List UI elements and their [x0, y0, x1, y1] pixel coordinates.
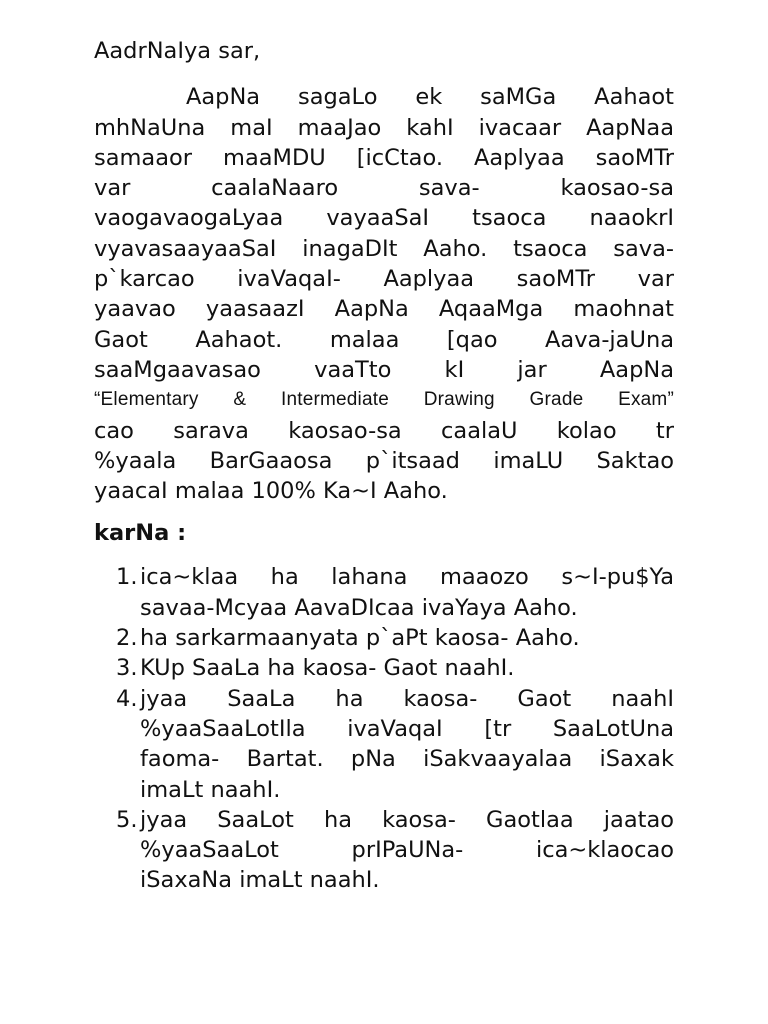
list-number: 4.	[116, 685, 138, 712]
list-item-line: ha sarkarmaanyata p`aPt kaosa- Aaho.	[140, 625, 580, 652]
list-item-line: savaa-Mcyaa AavaDIcaa ivaYaya Aaho.	[140, 594, 578, 621]
paragraph-line: var caalaNaaro sava- kaosao-sa	[94, 175, 674, 202]
list-item	[94, 623, 674, 653]
list-item-line: %yaaSaaLotIla ivaVaqaI [tr SaaLotUna	[140, 715, 674, 742]
exam-name-line: “Elementary & Intermediate Drawing Grade Exam”	[94, 389, 674, 411]
salutation: AadrNaIya sar,	[94, 38, 261, 64]
list-number: 3.	[116, 655, 138, 682]
list-item	[94, 653, 674, 683]
body-paragraph	[94, 82, 674, 506]
paragraph-line: cao sarava kaosao-sa caalaU kolao tr	[94, 417, 674, 444]
paragraph-line: mhNaUna maI maaJao kahI ivacaar AapNaa	[94, 114, 674, 141]
paragraph-line: yaacaI malaa 100% Ka~I Aaho.	[94, 478, 448, 505]
paragraph-line: vyavasaayaaSaI inagaDIt Aaho. tsaoca sava-	[94, 235, 674, 262]
list-item-line: jyaa SaaLa ha kaosa- Gaot naahI	[140, 685, 674, 712]
list-item	[94, 805, 674, 896]
list-item	[94, 562, 674, 623]
list-item-line: faoma- Bartat. pNa iSakvaayalaa iSaxak	[140, 746, 674, 773]
paragraph-line: saaMgaavasao vaaTto kI jar AapNa	[94, 356, 674, 383]
paragraph-line: p`karcao ivaVaqaI- Aaplyaa saoMTr var	[94, 266, 674, 293]
reasons-list	[94, 562, 674, 895]
letter-page	[94, 36, 674, 896]
paragraph-line: Gaot Aahaot. malaa [qao Aava-jaUna	[94, 326, 674, 353]
paragraph-line: vaogavaogaLyaa vayaaSaI tsaoca naaokrI	[94, 205, 674, 232]
list-item-line: jyaa SaaLot ha kaosa- Gaotlaa jaatao	[140, 806, 674, 833]
list-item-line: imaLt naahI.	[140, 776, 281, 803]
list-number: 2.	[116, 625, 138, 652]
paragraph-line: AapNa sagaLo ek saMGa Aahaot	[186, 84, 674, 111]
paragraph-line: %yaala BarGaaosa p`itsaad imaLU Saktao	[94, 447, 674, 474]
reasons-heading: karNa :	[94, 520, 187, 547]
list-item-line: KUp SaaLa ha kaosa- Gaot naahI.	[140, 655, 515, 682]
list-item-line: iSaxaNa imaLt naahI.	[140, 867, 380, 894]
paragraph-line: samaaor maaMDU [icCtao. Aaplyaa saoMTr	[94, 144, 674, 171]
list-number: 1.	[116, 564, 138, 591]
list-item-line: ica~klaa ha lahana maaozo s~I-pu$Ya	[140, 564, 674, 591]
list-item	[94, 684, 674, 805]
paragraph-line: yaavao yaasaazI AapNa AqaaMga maohnat	[94, 296, 674, 323]
list-item-line: %yaaSaaLot prIPaUNa- ica~klaocao	[140, 837, 674, 864]
list-number: 5.	[116, 806, 138, 833]
